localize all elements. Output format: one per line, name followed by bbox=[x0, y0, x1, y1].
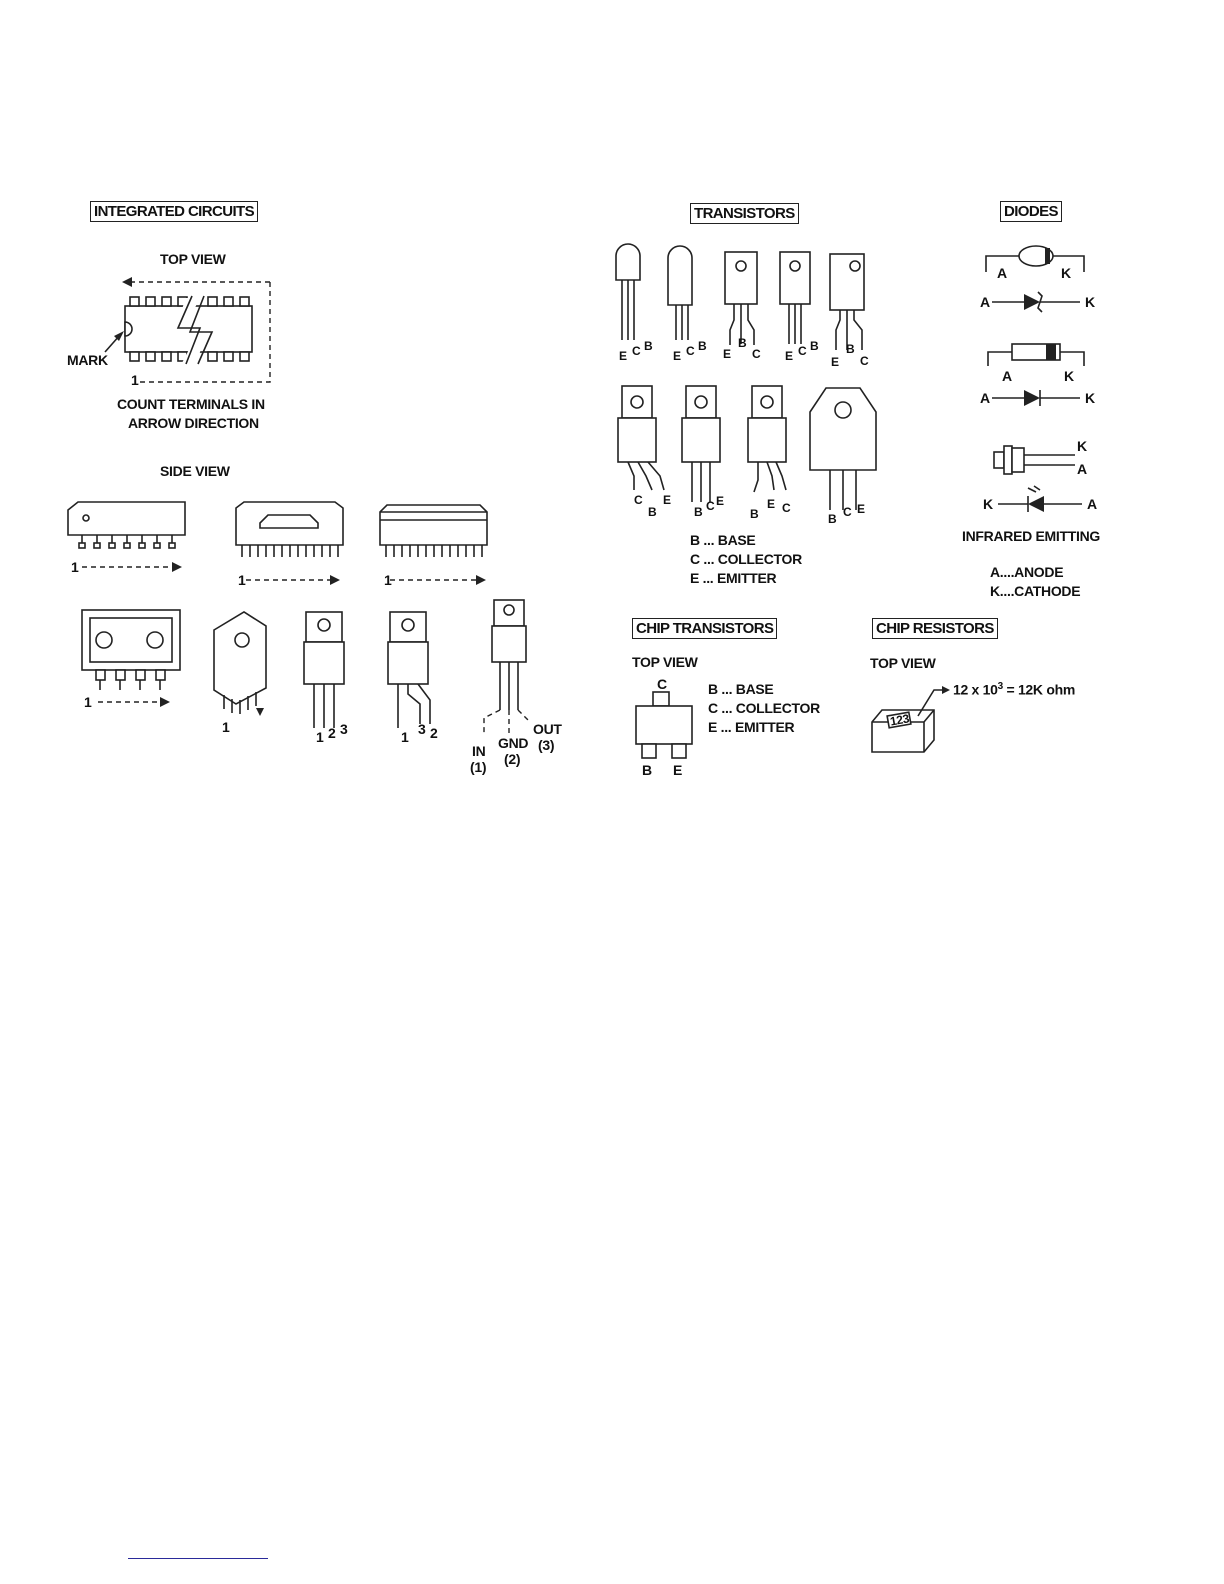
transistor-pin-label: B bbox=[648, 505, 657, 519]
chip-transistor-drawing bbox=[636, 692, 692, 758]
regulator-gnd-num: (2) bbox=[504, 751, 521, 767]
chip-resistor-formula bbox=[953, 682, 1075, 697]
chip-transistor-legend-base: B ... BASE bbox=[708, 681, 774, 697]
diode-pin-a: A bbox=[980, 294, 990, 310]
diode-pin-k: K bbox=[1085, 294, 1095, 310]
transistor-pin-label: E bbox=[716, 494, 724, 508]
transistor-pin-label: E bbox=[857, 502, 865, 516]
transistor-pin-label: B bbox=[846, 342, 855, 356]
chip-resistor-marking: 123 bbox=[888, 711, 911, 729]
ic-row2-pin-label: 3 bbox=[340, 721, 348, 737]
transistor-pin-label: C bbox=[782, 501, 791, 515]
chip-transistor-legend-emitter: E ... EMITTER bbox=[708, 719, 795, 735]
ic-top-view-drawing bbox=[105, 277, 270, 382]
ic-row2-pin-label: 1 bbox=[316, 729, 324, 745]
transistor-pin-label: B bbox=[698, 339, 707, 353]
regulator-out-num: (3) bbox=[538, 737, 555, 753]
chip-resistor-top-view: TOP VIEW bbox=[870, 655, 936, 671]
transistor-legend-emitter: E ... EMITTER bbox=[690, 570, 777, 586]
transistor-pin-label: E bbox=[673, 349, 681, 363]
ic-side-view-label: SIDE VIEW bbox=[160, 463, 230, 479]
diode-legend-anode: A....ANODE bbox=[990, 564, 1064, 580]
transistor-pin-label: C bbox=[632, 344, 641, 358]
diode-pin-k: K bbox=[1061, 265, 1071, 281]
transistor-pin-label: C bbox=[634, 493, 643, 507]
transistor-legend-collector: C ... COLLECTOR bbox=[690, 551, 802, 567]
transistor-pin-label: B bbox=[810, 339, 819, 353]
transistor-pin-label: B bbox=[644, 339, 653, 353]
ic-row2-pin-label: 2 bbox=[430, 725, 438, 741]
transistor-pin-label: B bbox=[750, 507, 759, 521]
ic-top-view-label: TOP VIEW bbox=[160, 251, 226, 267]
chip-transistor-legend-collector: C ... COLLECTOR bbox=[708, 700, 820, 716]
chip-transistor-pin-c: C bbox=[657, 676, 667, 692]
transistor-pin-label: E bbox=[619, 349, 627, 363]
transistor-pin-label: C bbox=[843, 505, 852, 519]
chip-resistor-formula-base: 12 x 10 bbox=[953, 681, 998, 698]
transistors-row1 bbox=[616, 244, 864, 353]
chip-transistor-pin-e: E bbox=[673, 762, 683, 778]
diode-pin-a: A bbox=[980, 390, 990, 406]
transistor-pin-label: E bbox=[663, 493, 671, 507]
regulator-in-label: IN bbox=[472, 743, 486, 759]
diodes-header: DIODES bbox=[1000, 201, 1062, 222]
regulator-in-num: (1) bbox=[470, 759, 487, 775]
ic-row2-pin1-b: 1 bbox=[222, 719, 230, 735]
diode-legend-cathode: K....CATHODE bbox=[990, 583, 1081, 599]
ic-row2-pin-label: 2 bbox=[328, 725, 336, 741]
regulator-out-label: OUT bbox=[533, 721, 562, 737]
transistor-pin-label: C bbox=[798, 344, 807, 358]
chip-transistors-header: CHIP TRANSISTORS bbox=[632, 618, 777, 639]
diode-pin-k: K bbox=[1077, 438, 1087, 454]
diode-pin-k: K bbox=[1085, 390, 1095, 406]
ic-count-line1: COUNT TERMINALS IN bbox=[117, 396, 265, 412]
transistor-pin-label: C bbox=[860, 354, 869, 368]
diode-pin-k: K bbox=[1064, 368, 1074, 384]
ic-side-view-row2 bbox=[82, 600, 530, 737]
chip-resistors-header: CHIP RESISTORS bbox=[872, 618, 998, 639]
transistor-pin-label: C bbox=[686, 344, 695, 358]
ic-side-view-row1 bbox=[68, 502, 487, 588]
diode-infrared-label: INFRARED EMITTING bbox=[962, 528, 1101, 544]
transistor-pin-label: B bbox=[694, 505, 703, 519]
ic-row2-pin1-a: 1 bbox=[84, 694, 92, 710]
transistor-pin-label: C bbox=[752, 347, 761, 361]
ic-pin1-label: 1 bbox=[131, 372, 139, 388]
transistor-legend-base: B ... BASE bbox=[690, 532, 756, 548]
chip-transistor-top-view: TOP VIEW bbox=[632, 654, 698, 670]
regulator-gnd-label: GND bbox=[498, 735, 529, 751]
ic-row2-pin-label: 3 bbox=[418, 721, 426, 737]
chip-resistor-drawing bbox=[872, 686, 950, 752]
diode-pin-a: A bbox=[1077, 461, 1087, 477]
chip-transistor-pin-b: B bbox=[642, 762, 652, 778]
transistors-header: TRANSISTORS bbox=[690, 203, 799, 224]
transistor-pin-label: E bbox=[723, 347, 731, 361]
transistor-pin-label: C bbox=[706, 499, 715, 513]
ic-side-pin1-a: 1 bbox=[71, 559, 79, 575]
diode-pin-k: K bbox=[983, 496, 993, 512]
chip-resistor-formula-exp: 3 bbox=[997, 681, 1003, 692]
ic-mark-label: MARK bbox=[67, 352, 108, 368]
transistors-row2 bbox=[618, 386, 876, 513]
ic-side-pin1-b: 1 bbox=[238, 572, 246, 588]
diode-pin-a: A bbox=[1087, 496, 1097, 512]
transistor-pin-label: E bbox=[831, 355, 839, 369]
transistor-pin-label: B bbox=[828, 512, 837, 526]
ic-count-line2: ARROW DIRECTION bbox=[128, 415, 259, 431]
chip-resistor-formula-result: = 12K ohm bbox=[1002, 681, 1075, 698]
ic-row2-pin-label: 1 bbox=[401, 729, 409, 745]
bottom-rule bbox=[128, 1558, 268, 1559]
diode-pin-a: A bbox=[997, 265, 1007, 281]
transistor-pin-label: E bbox=[767, 497, 775, 511]
integrated-circuits-header: INTEGRATED CIRCUITS bbox=[90, 201, 258, 222]
transistor-pin-label: E bbox=[785, 349, 793, 363]
transistor-pin-label: B bbox=[738, 336, 747, 350]
ic-side-pin1-c: 1 bbox=[384, 572, 392, 588]
diode-pin-a: A bbox=[1002, 368, 1012, 384]
